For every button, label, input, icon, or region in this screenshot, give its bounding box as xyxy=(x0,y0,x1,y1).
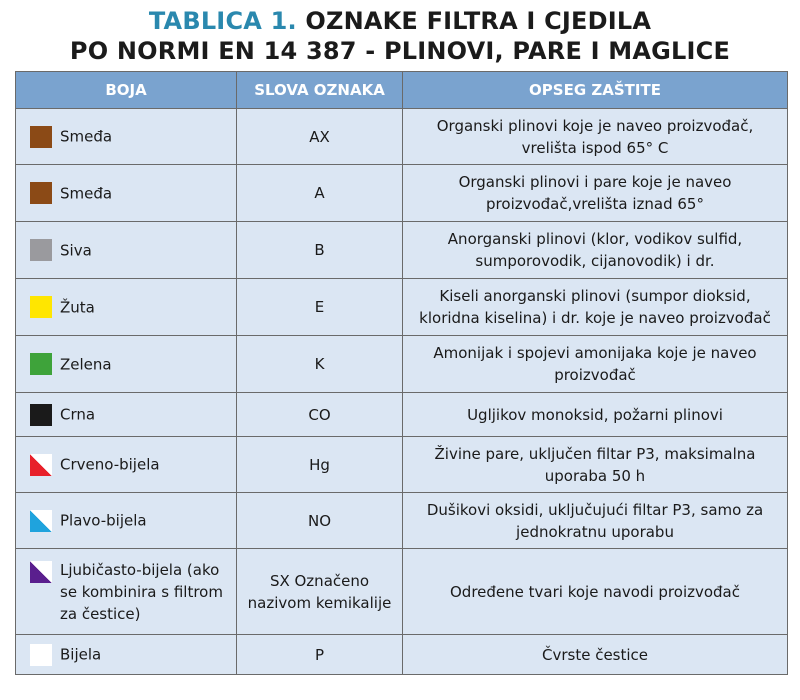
blue-white-swatch-icon xyxy=(30,510,52,532)
color-swatch-icon xyxy=(30,296,52,318)
color-swatch-icon xyxy=(30,404,52,426)
color-label: Crveno-bijela xyxy=(60,455,160,474)
color-cell xyxy=(16,393,237,437)
color-cell-content xyxy=(30,559,230,625)
table-row xyxy=(16,437,788,493)
title-line-1 xyxy=(0,6,800,36)
color-swatch-icon xyxy=(30,239,52,261)
table-row xyxy=(16,336,788,393)
table-row xyxy=(16,279,788,336)
scope-cell: Čvrste čestice xyxy=(403,635,788,675)
table-row xyxy=(16,635,788,675)
color-cell xyxy=(16,549,237,635)
scope-cell: Određene tvari koje navodi proizvođač xyxy=(403,549,788,635)
color-swatch-icon xyxy=(30,353,52,375)
code-cell: K xyxy=(237,336,403,393)
table-title xyxy=(0,6,800,66)
color-swatch-icon xyxy=(30,126,52,148)
title-lead: TABLICA 1. xyxy=(148,7,297,35)
color-label: Siva xyxy=(60,241,92,260)
code-cell: AX xyxy=(237,109,403,165)
code-cell: SX Označeno nazivom kemikalije xyxy=(237,549,403,635)
table-row xyxy=(16,222,788,279)
table-row xyxy=(16,549,788,635)
table-header-row xyxy=(16,72,788,109)
color-cell xyxy=(16,635,237,675)
color-cell xyxy=(16,279,237,336)
color-label: Žuta xyxy=(60,298,95,317)
scope-cell: Amonijak i spojevi amonijaka koje je naveo proizvođač xyxy=(403,336,788,393)
table-row xyxy=(16,393,788,437)
color-label: Bijela xyxy=(60,645,102,664)
color-label: Smeđa xyxy=(60,184,113,203)
table-row xyxy=(16,165,788,222)
code-cell: NO xyxy=(237,493,403,549)
code-cell: A xyxy=(237,165,403,222)
color-cell xyxy=(16,437,237,493)
color-cell xyxy=(16,493,237,549)
header-boja: BOJA xyxy=(16,72,237,109)
white-swatch-icon xyxy=(30,644,52,666)
table-row xyxy=(16,493,788,549)
color-cell xyxy=(16,222,237,279)
scope-cell: Dušikovi oksidi, uključujući filtar P3, samo za jednokratnu uporabu xyxy=(403,493,788,549)
color-cell xyxy=(16,165,237,222)
filter-table xyxy=(15,71,788,675)
scope-cell: Organski plinovi koje je naveo proizvođač, vrelišta ispod 65° C xyxy=(403,109,788,165)
color-label: Plavo-bijela xyxy=(60,511,147,530)
color-cell xyxy=(16,336,237,393)
scope-cell: Živine pare, uključen filtar P3, maksimalna uporaba 50 h xyxy=(403,437,788,493)
title-line-2: PO NORMI EN 14 387 - PLINOVI, PARE I MAGLICE xyxy=(69,37,731,65)
color-label: Crna xyxy=(60,405,96,424)
code-cell: Hg xyxy=(237,437,403,493)
red-white-swatch-icon xyxy=(30,454,52,476)
code-cell: E xyxy=(237,279,403,336)
scope-cell: Anorganski plinovi (klor, vodikov sulfid, sumporovodik, cijanovodik) i dr. xyxy=(403,222,788,279)
table-row xyxy=(16,109,788,165)
color-label: Ljubičasto-bijela (ako se kombinira s filtrom za čestice) xyxy=(60,560,223,623)
title-line1-text: OZNAKE FILTRA I CJEDILA xyxy=(305,7,652,35)
color-cell xyxy=(16,109,237,165)
header-slova-oznaka: SLOVA OZNAKA xyxy=(237,72,403,109)
header-opseg-zastite: OPSEG ZAŠTITE xyxy=(403,72,788,109)
color-label: Zelena xyxy=(60,355,112,374)
code-cell: P xyxy=(237,635,403,675)
scope-cell: Kiseli anorganski plinovi (sumpor dioksid, kloridna kiselina) i dr. koje je naveo proizvođač xyxy=(403,279,788,336)
scope-cell: Organski plinovi i pare koje je naveo proizvođač,vrelišta iznad 65° xyxy=(403,165,788,222)
code-cell: CO xyxy=(237,393,403,437)
color-swatch-icon xyxy=(30,182,52,204)
code-cell: B xyxy=(237,222,403,279)
scope-cell: Ugljikov monoksid, požarni plinovi xyxy=(403,393,788,437)
color-label: Smeđa xyxy=(60,127,113,146)
violet-white-swatch-icon xyxy=(30,561,52,583)
